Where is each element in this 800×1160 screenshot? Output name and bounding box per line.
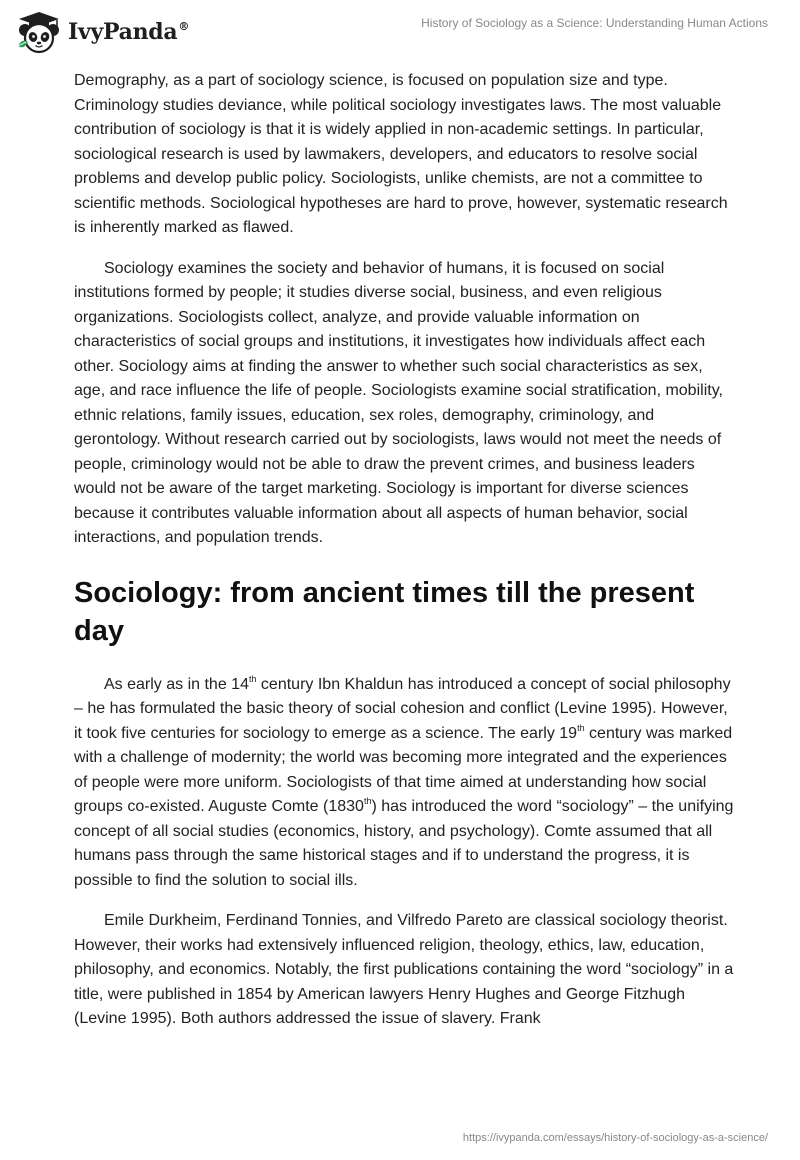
paragraph-ibn-khaldun: As early as in the 14th century Ibn Khaldun has introduced a concept of social philosophy – he has formulated the basic theory of social cohesion and conflict (Levine 1995). However, it took five centuries for sociology to emerge as a science. The early 19th century was marked with a challenge of modernity; the world was becoming more integrated and the experiences of people were more uniform. Sociologists of that time aimed at understanding how social groups co-existed. Auguste Comte (1830th) has introduced the word “sociology” – the unifying concept of all social studies (economics, history, and psychology). Comte assumed that all humans pass through the same historical stages and if to understand the progress, it is possible to find the solution to social ills.	[74, 673, 734, 889]
running-title: History of Sociology as a Science: Understanding Human Actions	[421, 16, 768, 30]
essay-body	[74, 69, 734, 1032]
paragraph-durkheim: Emile Durkheim, Ferdinand Tonnies, and Vilfredo Pareto are classical sociology theorist. However, their works had extensively influenced religion, theology, ethics, law, education, philosophy, and economics. Notably, the first publications containing the word “sociology” in a title, were published in 1854 by American lawyers Henry Hughes and George Fitzhugh (Levine 1995). Both authors addressed the issue of slavery. Frank	[74, 912, 734, 1027]
panda-logo-icon	[14, 10, 64, 54]
brand-name: IvyPanda®	[68, 19, 190, 45]
brand-logo[interactable]	[14, 8, 189, 56]
section-heading: Sociology: from ancient times till the present day	[74, 576, 695, 647]
paragraph-sociology-examines: Sociology examines the society and behavior of humans, it is focused on social institutions formed by people; it studies diverse social, business, and even religious organizations. Sociologists collect, analyze, and provide valuable information on characteristics of social groups and institutions, it investigates how individuals affect each other. Sociology aims at finding the answer to whether such social characteristics as sex, age, and race influence the life of people. Sociologists examine social stratification, mobility, ethnic relations, family issues, education, sex roles, demography, criminology, and gerontology. Without research carried out by sociologists, laws would not meet the needs of people, criminology would not be able to draw the prevent crimes, and business leaders would not be aware of the target marketing. Sociology is important for diverse sciences because it contributes valuable information about all aspects of human behavior, social interactions, and population trends.	[74, 259, 723, 546]
source-url[interactable]: https://ivypanda.com/essays/history-of-sociology-as-a-science/	[462, 1132, 768, 1144]
page-header	[0, 0, 800, 60]
paragraph-demography: Demography, as a part of sociology science, is focused on population size and type. Criminology studies deviance, while political sociology investigates laws. The most valuable contribution of sociology is that it is widely applied in non-academic settings. In particular, sociological research is used by lawmakers, developers, and educators to resolve social problems and develop public policy. Sociologists, unlike chemists, are not a committee to scientific methods. Sociological hypotheses are hard to prove, however, systematic research is inherently marked as flawed.	[74, 72, 728, 236]
